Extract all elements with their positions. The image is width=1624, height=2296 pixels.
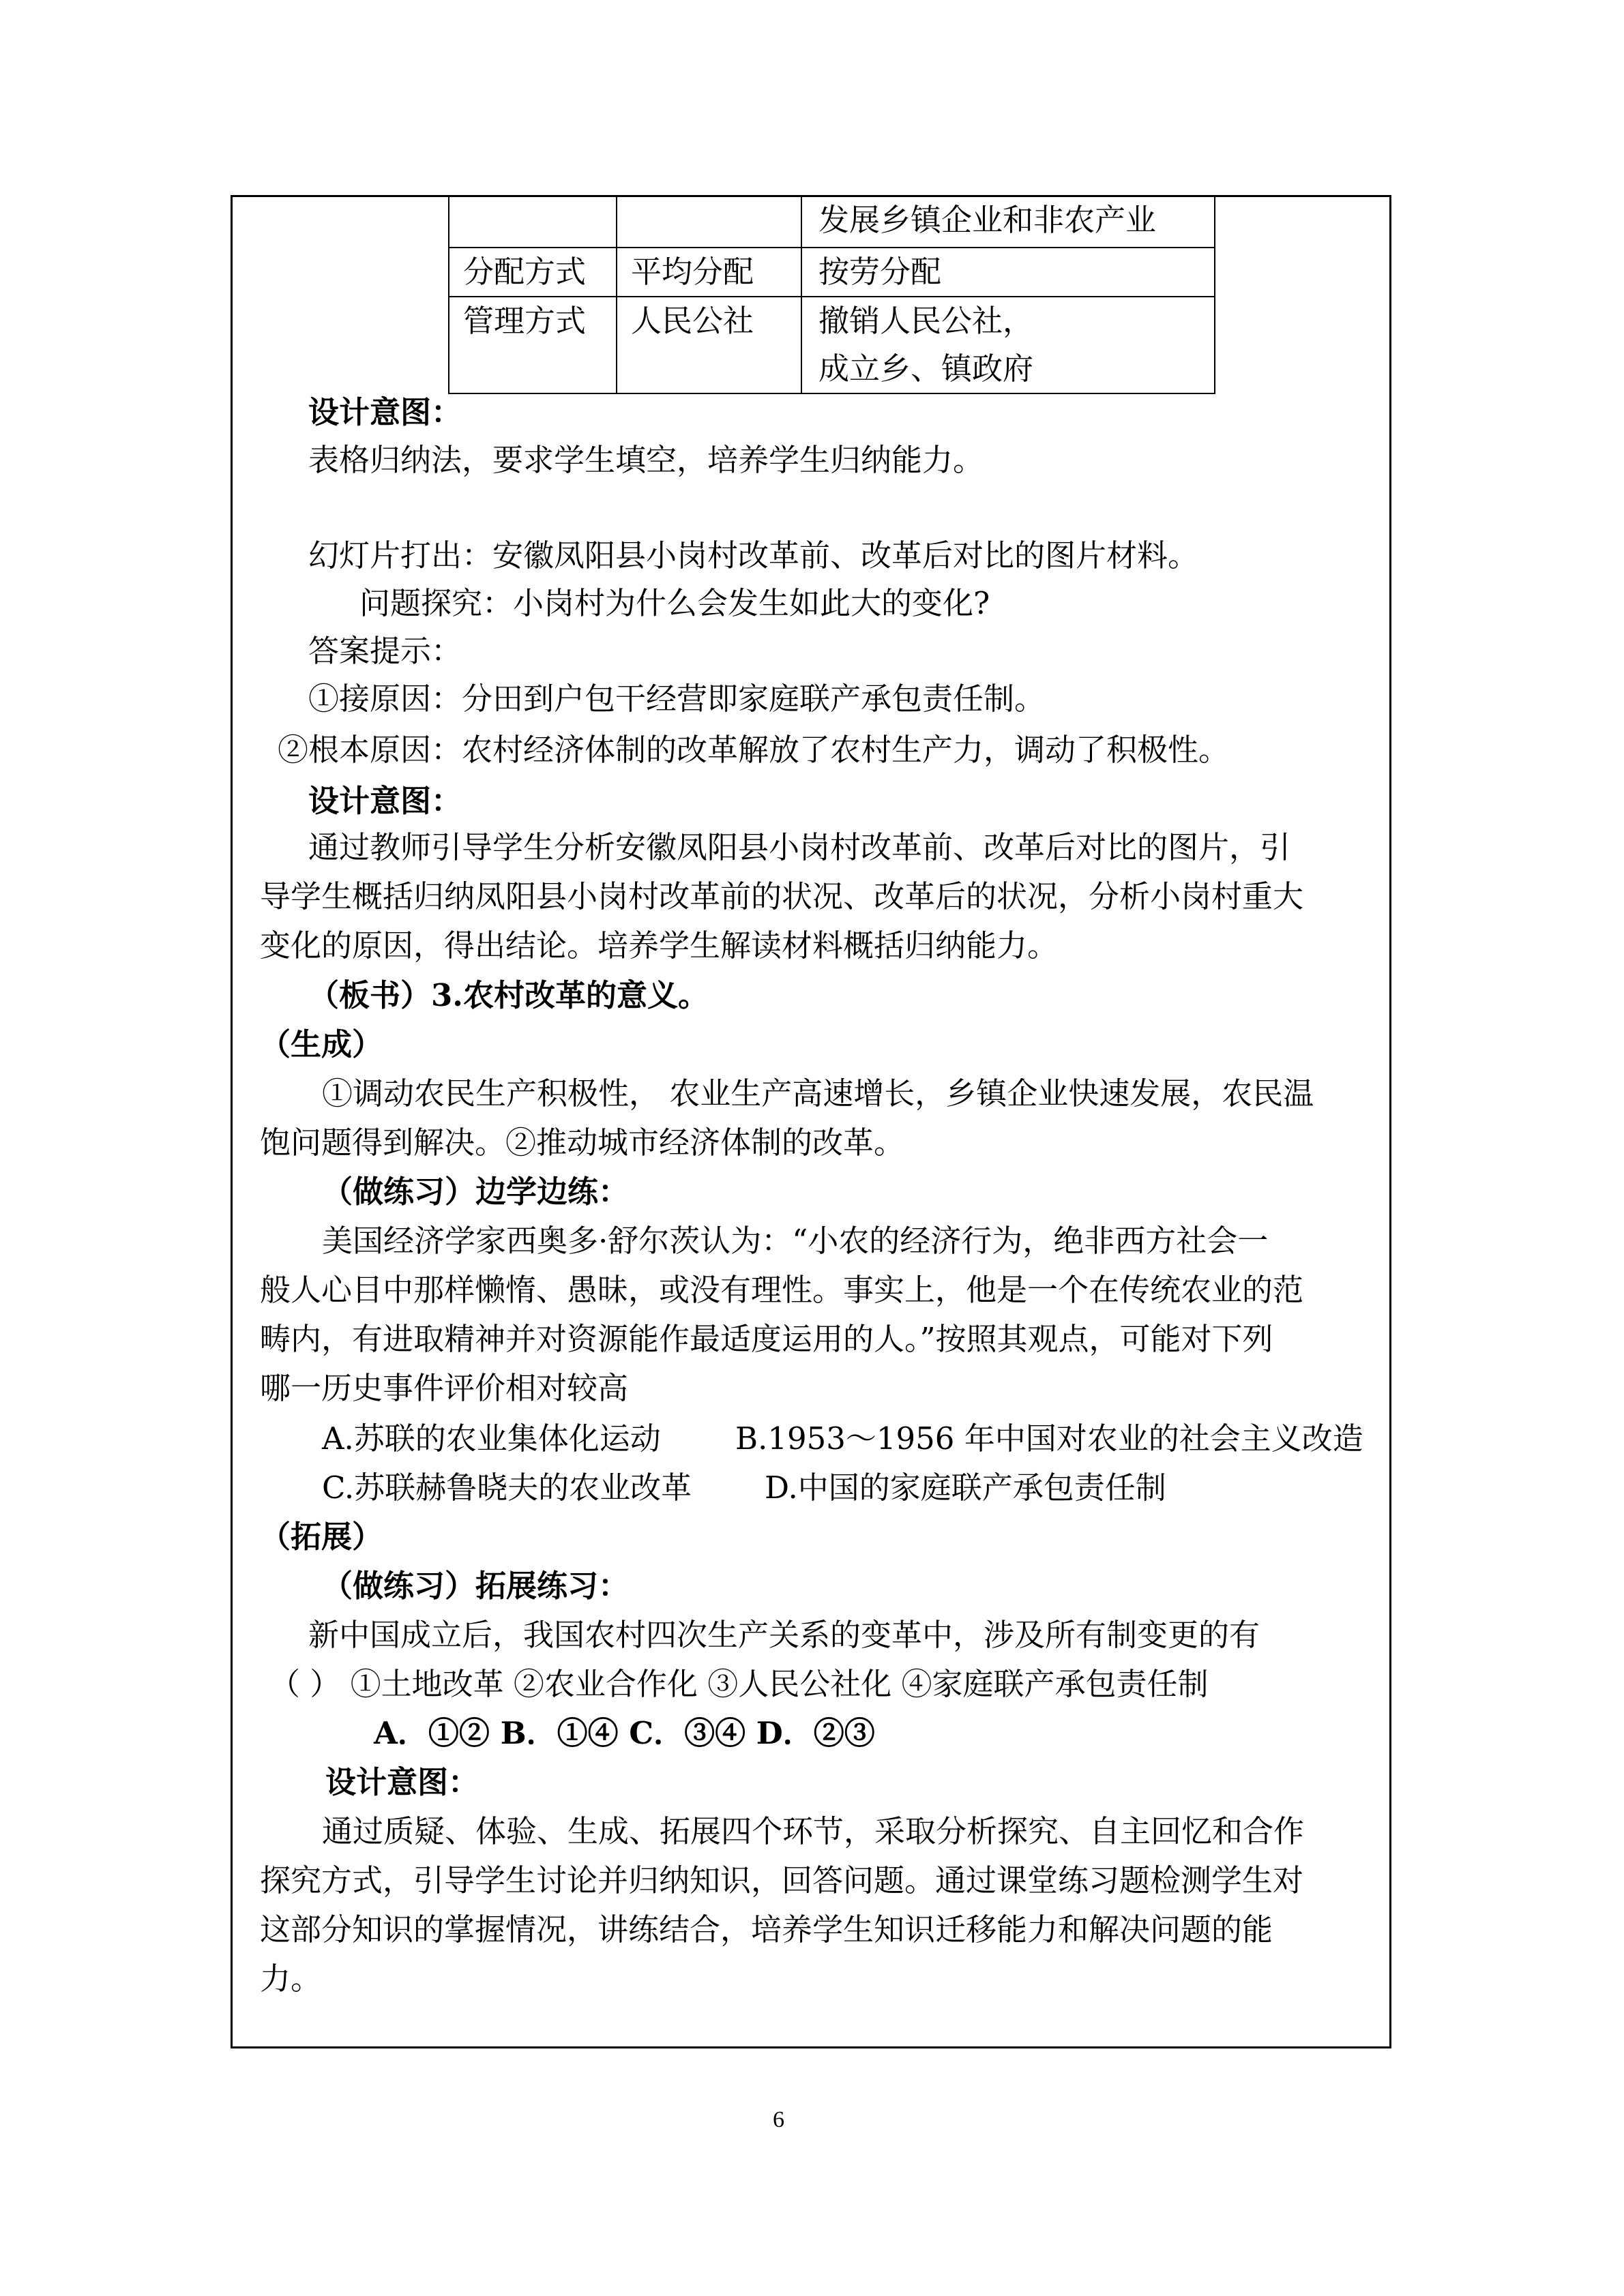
paragraph-line: 问题探究：小岗村为什么会发生如此大的变化? <box>359 585 990 621</box>
section-heading: （生成） <box>260 1026 383 1062</box>
option-a: A.苏联的农业集体化运动 <box>322 1420 661 1457</box>
paragraph-line: 饱问题得到解决。②推动城市经济体制的改革。 <box>260 1124 905 1161</box>
table-cell <box>449 196 617 248</box>
table-cell: 按劳分配 <box>801 248 1215 297</box>
paragraph-line: ①接原因：分田到户包干经营即家庭联产承包责任制。 <box>308 681 1046 717</box>
paragraph-line: 般人心目中那样懒惰、愚昧，或没有理性。事实上，他是一个在传统农业的范 <box>260 1272 1304 1308</box>
paragraph-line: （ ） ①土地改革 ②农业合作化 ③人民公社化 ④家庭联产承包责任制 <box>269 1666 1209 1702</box>
table-cell: 发展乡镇企业和非农产业 <box>801 196 1215 248</box>
paragraph-line: 通过质疑、体验、生成、拓展四个环节，采取分析探究、自主回忆和合作 <box>322 1813 1305 1849</box>
table-row <box>449 196 1215 248</box>
paragraph-line: ①调动农民生产积极性， 农业生产高速增长，乡镇企业快速发展，农民温 <box>322 1075 1314 1112</box>
table-row <box>449 297 1215 393</box>
paragraph-line: ②根本原因：农村经济体制的改革解放了农村生产力，调动了积极性。 <box>278 732 1230 768</box>
paragraph-line: 通过教师引导学生分析安徽凤阳县小岗村改革前、改革后对比的图片，引 <box>308 829 1291 865</box>
answer-options: A．①② B．①④ C．③④ D．②③ <box>374 1715 875 1751</box>
design-intent-heading: 设计意图： <box>325 1764 479 1800</box>
practice-heading: （做练习）拓展练习： <box>322 1568 630 1604</box>
table-cell: 分配方式 <box>449 248 617 297</box>
design-intent-heading: 设计意图： <box>308 394 462 430</box>
table-cell: 人民公社 <box>617 297 801 393</box>
paragraph-line: 幻灯片打出：安徽凤阳县小岗村改革前、改革后对比的图片材料。 <box>308 537 1199 573</box>
comparison-table <box>448 195 1215 394</box>
table-cell: 平均分配 <box>617 248 801 297</box>
paragraph-line: 哪一历史事件评价相对较高 <box>260 1370 629 1406</box>
table-cell-line: 撤销人民公社， <box>818 303 1034 339</box>
page-number: 6 <box>773 2107 784 2132</box>
table-cell: 管理方式 <box>449 297 617 393</box>
paragraph-line: 美国经济学家西奥多·舒尔茨认为：“小农的经济行为，绝非西方社会一 <box>322 1223 1269 1259</box>
paragraph-line: 答案提示： <box>308 633 462 669</box>
board-heading: （板书）3.农村改革的意义。 <box>308 977 709 1013</box>
option-c: C.苏联赫鲁晓夫的农业改革 <box>322 1470 692 1506</box>
design-intent-heading: 设计意图： <box>308 783 462 819</box>
paragraph-line: 探究方式，引导学生讨论并归纳知识，回答问题。通过课堂练习题检测学生对 <box>260 1862 1304 1898</box>
paragraph-line: 表格归纳法，要求学生填空，培养学生归纳能力。 <box>308 442 984 478</box>
paragraph-line: 变化的原因，得出结论。培养学生解读材料概括归纳能力。 <box>260 927 1059 964</box>
table-row <box>449 248 1215 297</box>
paragraph-line: 力。 <box>260 1960 322 1997</box>
table-cell <box>617 196 801 248</box>
option-b: B.1953～1956 年中国对农业的社会主义改造 <box>735 1420 1363 1457</box>
paragraph-line: 畴内，有进取精神并对资源能作最适度运用的人。”按照其观点，可能对下列 <box>260 1321 1273 1357</box>
section-heading: （拓展） <box>260 1519 383 1555</box>
paragraph-line: 新中国成立后，我国农村四次生产关系的变革中，涉及所有制变更的有 <box>308 1617 1260 1653</box>
option-d: D.中国的家庭联产承包责任制 <box>765 1470 1166 1506</box>
paragraph-line: 这部分知识的掌握情况，讲练结合，培养学生知识迁移能力和解决问题的能 <box>260 1911 1273 1948</box>
table-cell-line: 成立乡、镇政府 <box>818 351 1034 387</box>
paragraph-line: 导学生概括归纳凤阳县小岗村改革前的状况、改革后的状况，分析小岗村重大 <box>260 878 1304 914</box>
practice-heading: （做练习）边学边练： <box>322 1174 630 1210</box>
table-cell <box>801 297 1215 393</box>
